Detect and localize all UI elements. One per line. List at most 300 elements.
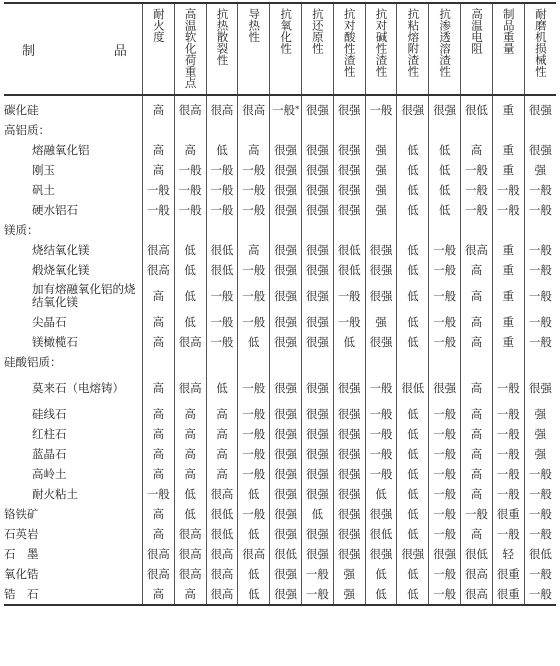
table-cell — [142, 332, 174, 352]
product-name: 硬水铝石 — [32, 203, 78, 217]
cell-value: 一般 — [528, 263, 552, 277]
cell-value: 一般 — [528, 587, 552, 601]
cell-value: 高 — [470, 335, 483, 349]
cell-value: 低 — [248, 487, 260, 501]
table-cell — [174, 120, 206, 140]
table-cell — [333, 564, 365, 584]
cell-value: 很强 — [305, 380, 329, 395]
cell-value: 很强 — [274, 527, 298, 541]
cell-value: 低 — [438, 203, 451, 217]
cell-value: 一般 — [369, 380, 393, 395]
cell-value: 高 — [184, 447, 196, 461]
table-cell — [365, 544, 397, 564]
cell-value: 高 — [470, 447, 483, 461]
cell-value: 很强 — [305, 243, 329, 257]
table-cell — [142, 200, 174, 220]
header-product-char-1: 制 — [22, 43, 37, 59]
product-name: 煅烧氧化镁 — [32, 263, 90, 277]
table-cell — [301, 120, 333, 140]
table-cell — [333, 332, 365, 352]
table-cell — [333, 524, 365, 544]
table-cell — [492, 372, 524, 404]
cell-value: 一般 — [272, 103, 296, 117]
table-cell — [174, 524, 206, 544]
cell-value: 低 — [248, 587, 260, 601]
cell-value: 很高 — [178, 103, 202, 117]
table-cell — [238, 372, 270, 404]
cell-value: 一般 — [369, 467, 393, 481]
table-cell — [174, 404, 206, 424]
table-cell — [301, 564, 333, 584]
cell-value: 很高 — [146, 547, 170, 561]
cell-value: 很低 — [528, 547, 552, 561]
cell-value: 很强 — [305, 407, 329, 421]
cell-value: 低 — [407, 143, 419, 157]
table-cell — [301, 484, 333, 504]
cell-value: 很强 — [305, 447, 329, 461]
table-cell — [142, 372, 174, 404]
cell-value: 很强 — [305, 547, 329, 561]
cell-value: 很强 — [337, 527, 361, 541]
cell-value: 高 — [152, 163, 165, 177]
cell-value: 一般 — [496, 407, 520, 421]
cell-value: 很强 — [337, 143, 361, 157]
cell-value: 低 — [216, 380, 228, 395]
table-cell — [365, 95, 397, 120]
table-cell — [461, 524, 493, 544]
table-cell — [492, 504, 524, 524]
cell-value: 一般 — [433, 587, 457, 601]
table-cell — [270, 444, 302, 464]
refractory-properties-table — [4, 2, 556, 662]
column-header-label: 抗热散裂性 — [215, 8, 230, 66]
table-cell — [206, 372, 238, 404]
cell-value: 一般 — [528, 507, 552, 521]
cell-value: 低 — [248, 335, 260, 349]
table-cell — [461, 564, 493, 584]
cell-value: 高 — [470, 143, 483, 157]
cell-value: 高 — [216, 447, 228, 461]
cell-value: 低 — [407, 163, 419, 177]
table-cell — [397, 424, 429, 444]
cell-value: 很强 — [337, 547, 361, 561]
table-cell — [429, 352, 461, 372]
cell-value: 很强 — [305, 163, 329, 177]
cell-value: 很强 — [305, 527, 329, 541]
table-cell — [142, 160, 174, 180]
table-cell — [142, 280, 174, 312]
cell-value: 很高 — [464, 567, 488, 581]
column-header — [270, 3, 302, 95]
cell-value: 高 — [152, 103, 165, 117]
table-cell — [365, 444, 397, 464]
cell-value: 很强 — [401, 547, 425, 561]
table-row — [4, 444, 556, 464]
cell-value: 一般 — [528, 243, 552, 257]
cell-value: 低 — [407, 263, 419, 277]
cell-value: 一般 — [433, 527, 457, 541]
cell-value: 很强 — [337, 507, 361, 521]
table-cell — [142, 444, 174, 464]
cell-value: 一般 — [433, 263, 457, 277]
cell-value: 一般 — [178, 203, 202, 217]
cell-value: 很强 — [274, 487, 298, 501]
table-cell — [238, 424, 270, 444]
cell-value: 一般 — [242, 315, 266, 329]
table-cell — [429, 280, 461, 312]
product-name: 蓝晶石 — [32, 447, 67, 461]
cell-value: 一般 — [464, 163, 488, 177]
product-name: 高岭土 — [32, 467, 67, 481]
table-cell — [397, 312, 429, 332]
header-product-char-2: 品 — [113, 43, 128, 59]
cell-value: 强 — [375, 203, 387, 217]
cell-value: 很强 — [369, 547, 393, 561]
table-cell — [492, 484, 524, 504]
table-row — [4, 160, 556, 180]
cell-value: 低 — [184, 315, 196, 329]
table-cell — [270, 200, 302, 220]
table-cell — [492, 424, 524, 444]
cell-value: 很高 — [146, 243, 170, 257]
table-cell — [365, 220, 397, 240]
table-cell — [301, 180, 333, 200]
cell-value: 很低 — [210, 507, 234, 521]
cell-value: 很低 — [210, 263, 234, 277]
table-cell — [206, 180, 238, 200]
table-row — [4, 564, 556, 584]
table-cell — [397, 140, 429, 160]
table-row — [4, 544, 556, 564]
product-name: 锆 石 — [4, 584, 142, 605]
column-header-label: 抗氧化性 — [279, 8, 294, 54]
table-cell — [270, 404, 302, 424]
cell-value: 很强 — [337, 447, 361, 461]
table-cell — [492, 544, 524, 564]
cell-value: 很高 — [464, 587, 488, 601]
table-cell — [206, 140, 238, 160]
table-row — [4, 95, 556, 120]
table-cell — [461, 160, 493, 180]
cell-value: 一般 — [369, 447, 393, 461]
cell-value: 一般 — [210, 315, 234, 329]
table-cell — [174, 160, 206, 180]
table-cell — [333, 160, 365, 180]
table-cell — [301, 260, 333, 280]
table-cell — [524, 372, 556, 404]
column-header-label: 抗渗透溶渣性 — [438, 8, 453, 77]
cell-value: 很强 — [274, 335, 298, 349]
table-cell — [333, 120, 365, 140]
header-row — [4, 3, 556, 95]
table-cell — [397, 584, 429, 605]
cell-value: 很低 — [210, 527, 234, 541]
table-cell — [365, 312, 397, 332]
cell-value: 很高 — [146, 263, 170, 277]
table-row — [4, 404, 556, 424]
product-name: 烧结氧化镁 — [32, 243, 90, 257]
cell-value: 很低 — [337, 263, 361, 277]
cell-value: 高 — [152, 335, 165, 349]
cell-value: 一般 — [496, 427, 520, 441]
cell-value: 一般 — [496, 203, 520, 217]
table-cell — [429, 424, 461, 444]
cell-value: 很强 — [337, 427, 361, 441]
table-cell — [461, 95, 493, 120]
table-cell — [270, 312, 302, 332]
cell-value: 很强 — [305, 143, 329, 157]
table-cell — [270, 180, 302, 200]
table-cell — [270, 424, 302, 444]
cell-value: 高 — [152, 143, 165, 157]
table-cell — [524, 584, 556, 605]
cell-value: 一般 — [464, 507, 488, 521]
table-cell — [365, 484, 397, 504]
cell-value: 一般 — [242, 263, 266, 277]
cell-value: 一般 — [337, 288, 361, 303]
cell-value: 很强 — [274, 288, 298, 303]
table-row — [4, 424, 556, 444]
cell-value: 高 — [470, 407, 483, 421]
cell-value: 高 — [152, 427, 165, 441]
table-cell — [492, 312, 524, 332]
column-header-label: 抗对酸性渣性 — [342, 8, 357, 77]
table-cell — [365, 120, 397, 140]
table-cell — [142, 95, 174, 120]
cell-value: 一般 — [146, 203, 170, 217]
table-cell — [492, 260, 524, 280]
table-cell — [206, 484, 238, 504]
cell-value: 一般 — [210, 203, 234, 217]
table-cell — [492, 444, 524, 464]
table-cell — [492, 352, 524, 372]
cell-value: 一般 — [528, 203, 552, 217]
table-cell — [206, 444, 238, 464]
table-cell — [429, 524, 461, 544]
cell-value: 一般 — [337, 315, 361, 329]
table-cell — [301, 200, 333, 220]
table-cell — [301, 464, 333, 484]
table-cell — [524, 180, 556, 200]
table-cell — [492, 464, 524, 484]
cell-value: 一般 — [433, 487, 457, 501]
table-cell — [397, 200, 429, 220]
table-cell — [365, 524, 397, 544]
table-cell — [174, 544, 206, 564]
table-cell — [174, 372, 206, 404]
table-cell — [365, 280, 397, 312]
table-cell — [142, 220, 174, 240]
cell-value: 高 — [216, 427, 228, 441]
cell-value: 低 — [375, 567, 387, 581]
table-cell — [142, 424, 174, 444]
cell-value: 重 — [502, 335, 514, 349]
table-cell — [397, 95, 429, 120]
cell-value: 很低 — [369, 527, 393, 541]
cell-value: 高 — [470, 427, 483, 441]
table-cell — [524, 140, 556, 160]
table-cell — [461, 424, 493, 444]
product-name: 硅线石 — [32, 407, 67, 421]
table-cell — [206, 260, 238, 280]
cell-value: 很高 — [210, 587, 234, 601]
cell-value: 一般 — [496, 183, 520, 197]
column-header-label: 抗粘熔附渣性 — [406, 8, 421, 77]
table-cell — [397, 120, 429, 140]
cell-value: 重 — [502, 143, 514, 157]
cell-value: 很强 — [337, 407, 361, 421]
cell-value: 很强 — [305, 315, 329, 329]
table-cell — [429, 95, 461, 120]
table-cell — [238, 404, 270, 424]
table-cell — [429, 332, 461, 352]
table-cell — [270, 240, 302, 260]
table-cell — [365, 564, 397, 584]
table-cell — [206, 424, 238, 444]
table-cell — [142, 240, 174, 260]
cell-value: 低 — [184, 243, 196, 257]
cell-value: 一般 — [146, 183, 170, 197]
table-cell — [270, 372, 302, 404]
table-cell — [461, 404, 493, 424]
table-cell — [365, 464, 397, 484]
table-cell — [461, 504, 493, 524]
column-header-label: 高温软化荷重点 — [183, 8, 198, 89]
table-cell — [492, 160, 524, 180]
cell-value: 强 — [343, 587, 355, 601]
table-cell — [142, 464, 174, 484]
product-name: 耐火粘土 — [32, 487, 78, 501]
table-cell — [397, 220, 429, 240]
table-cell — [397, 352, 429, 372]
table-cell — [429, 584, 461, 605]
column-header-label: 导热性 — [247, 8, 262, 43]
product-name: 加有熔融氧化铝的烧结氧化镁 — [32, 282, 136, 309]
table-cell — [429, 544, 461, 564]
table-cell — [270, 564, 302, 584]
table-cell — [492, 524, 524, 544]
cell-value: 高 — [152, 315, 165, 329]
cell-value: 一般 — [528, 527, 552, 541]
cell-value: 一般 — [210, 335, 234, 349]
cell-value: 很强 — [528, 103, 552, 117]
cell-value: 一般 — [433, 335, 457, 349]
cell-value: 很强 — [305, 263, 329, 277]
cell-value: 低 — [407, 335, 419, 349]
table-cell — [333, 280, 365, 312]
cell-value: 重 — [502, 243, 514, 257]
cell-value: 一般 — [528, 288, 552, 303]
table-cell — [365, 180, 397, 200]
table-cell — [174, 504, 206, 524]
table-cell — [333, 220, 365, 240]
cell-value: 很强 — [274, 243, 298, 257]
cell-value: 很高 — [210, 103, 234, 117]
table-cell — [524, 240, 556, 260]
table-cell — [142, 352, 174, 372]
cell-value: 很强 — [274, 567, 298, 581]
table-cell — [206, 95, 238, 120]
cell-value: 很强 — [433, 547, 457, 561]
cell-value: 很高 — [178, 547, 202, 561]
column-header — [238, 3, 270, 95]
table-cell — [333, 444, 365, 464]
table-cell — [270, 352, 302, 372]
table-cell — [333, 312, 365, 332]
table-cell — [461, 200, 493, 220]
cell-value: 低 — [375, 487, 387, 501]
group-heading-row — [4, 352, 556, 372]
table-cell — [238, 584, 270, 605]
table-cell — [174, 312, 206, 332]
cell-value: 低 — [407, 507, 419, 521]
cell-value: 一般 — [305, 567, 329, 581]
table-cell — [492, 180, 524, 200]
table-cell — [270, 280, 302, 312]
cell-value: 很强 — [369, 288, 393, 303]
cell-value: 高 — [470, 487, 483, 501]
table-cell — [174, 484, 206, 504]
cell-value: 一般 — [242, 447, 266, 461]
cell-value: 高 — [184, 143, 196, 157]
table-cell — [301, 444, 333, 464]
table-cell — [301, 140, 333, 160]
table-cell — [365, 424, 397, 444]
cell-value: 高 — [152, 467, 165, 481]
table-cell — [461, 280, 493, 312]
column-header-label: 制品重量 — [501, 8, 516, 54]
table-cell — [174, 464, 206, 484]
cell-value: 一般 — [433, 567, 457, 581]
table-cell — [397, 180, 429, 200]
table-cell — [238, 332, 270, 352]
cell-value: 低 — [407, 407, 419, 421]
table-cell — [301, 312, 333, 332]
table-cell — [174, 95, 206, 120]
cell-value: 很强 — [337, 103, 361, 117]
table-cell — [270, 464, 302, 484]
cell-value: 很强 — [305, 288, 329, 303]
table-cell — [397, 504, 429, 524]
column-header — [333, 3, 365, 95]
cell-value: 很强 — [274, 315, 298, 329]
cell-value: 一般 — [146, 487, 170, 501]
table-cell — [492, 140, 524, 160]
cell-value: 一般 — [242, 203, 266, 217]
table-cell — [461, 484, 493, 504]
table-cell — [301, 280, 333, 312]
table-cell — [365, 260, 397, 280]
table-cell — [461, 260, 493, 280]
table-cell — [301, 504, 333, 524]
cell-value: 一般 — [528, 315, 552, 329]
table-cell — [238, 280, 270, 312]
table-cell — [301, 584, 333, 605]
table-row — [4, 464, 556, 484]
table-cell — [524, 504, 556, 524]
table-cell — [206, 524, 238, 544]
table-cell — [301, 544, 333, 564]
table-cell — [333, 424, 365, 444]
cell-value: 很强 — [305, 427, 329, 441]
table-cell — [174, 200, 206, 220]
table-body — [4, 95, 556, 605]
table-cell — [365, 404, 397, 424]
table-cell — [301, 372, 333, 404]
table-cell — [333, 484, 365, 504]
table-cell — [461, 140, 493, 160]
table-cell — [461, 220, 493, 240]
